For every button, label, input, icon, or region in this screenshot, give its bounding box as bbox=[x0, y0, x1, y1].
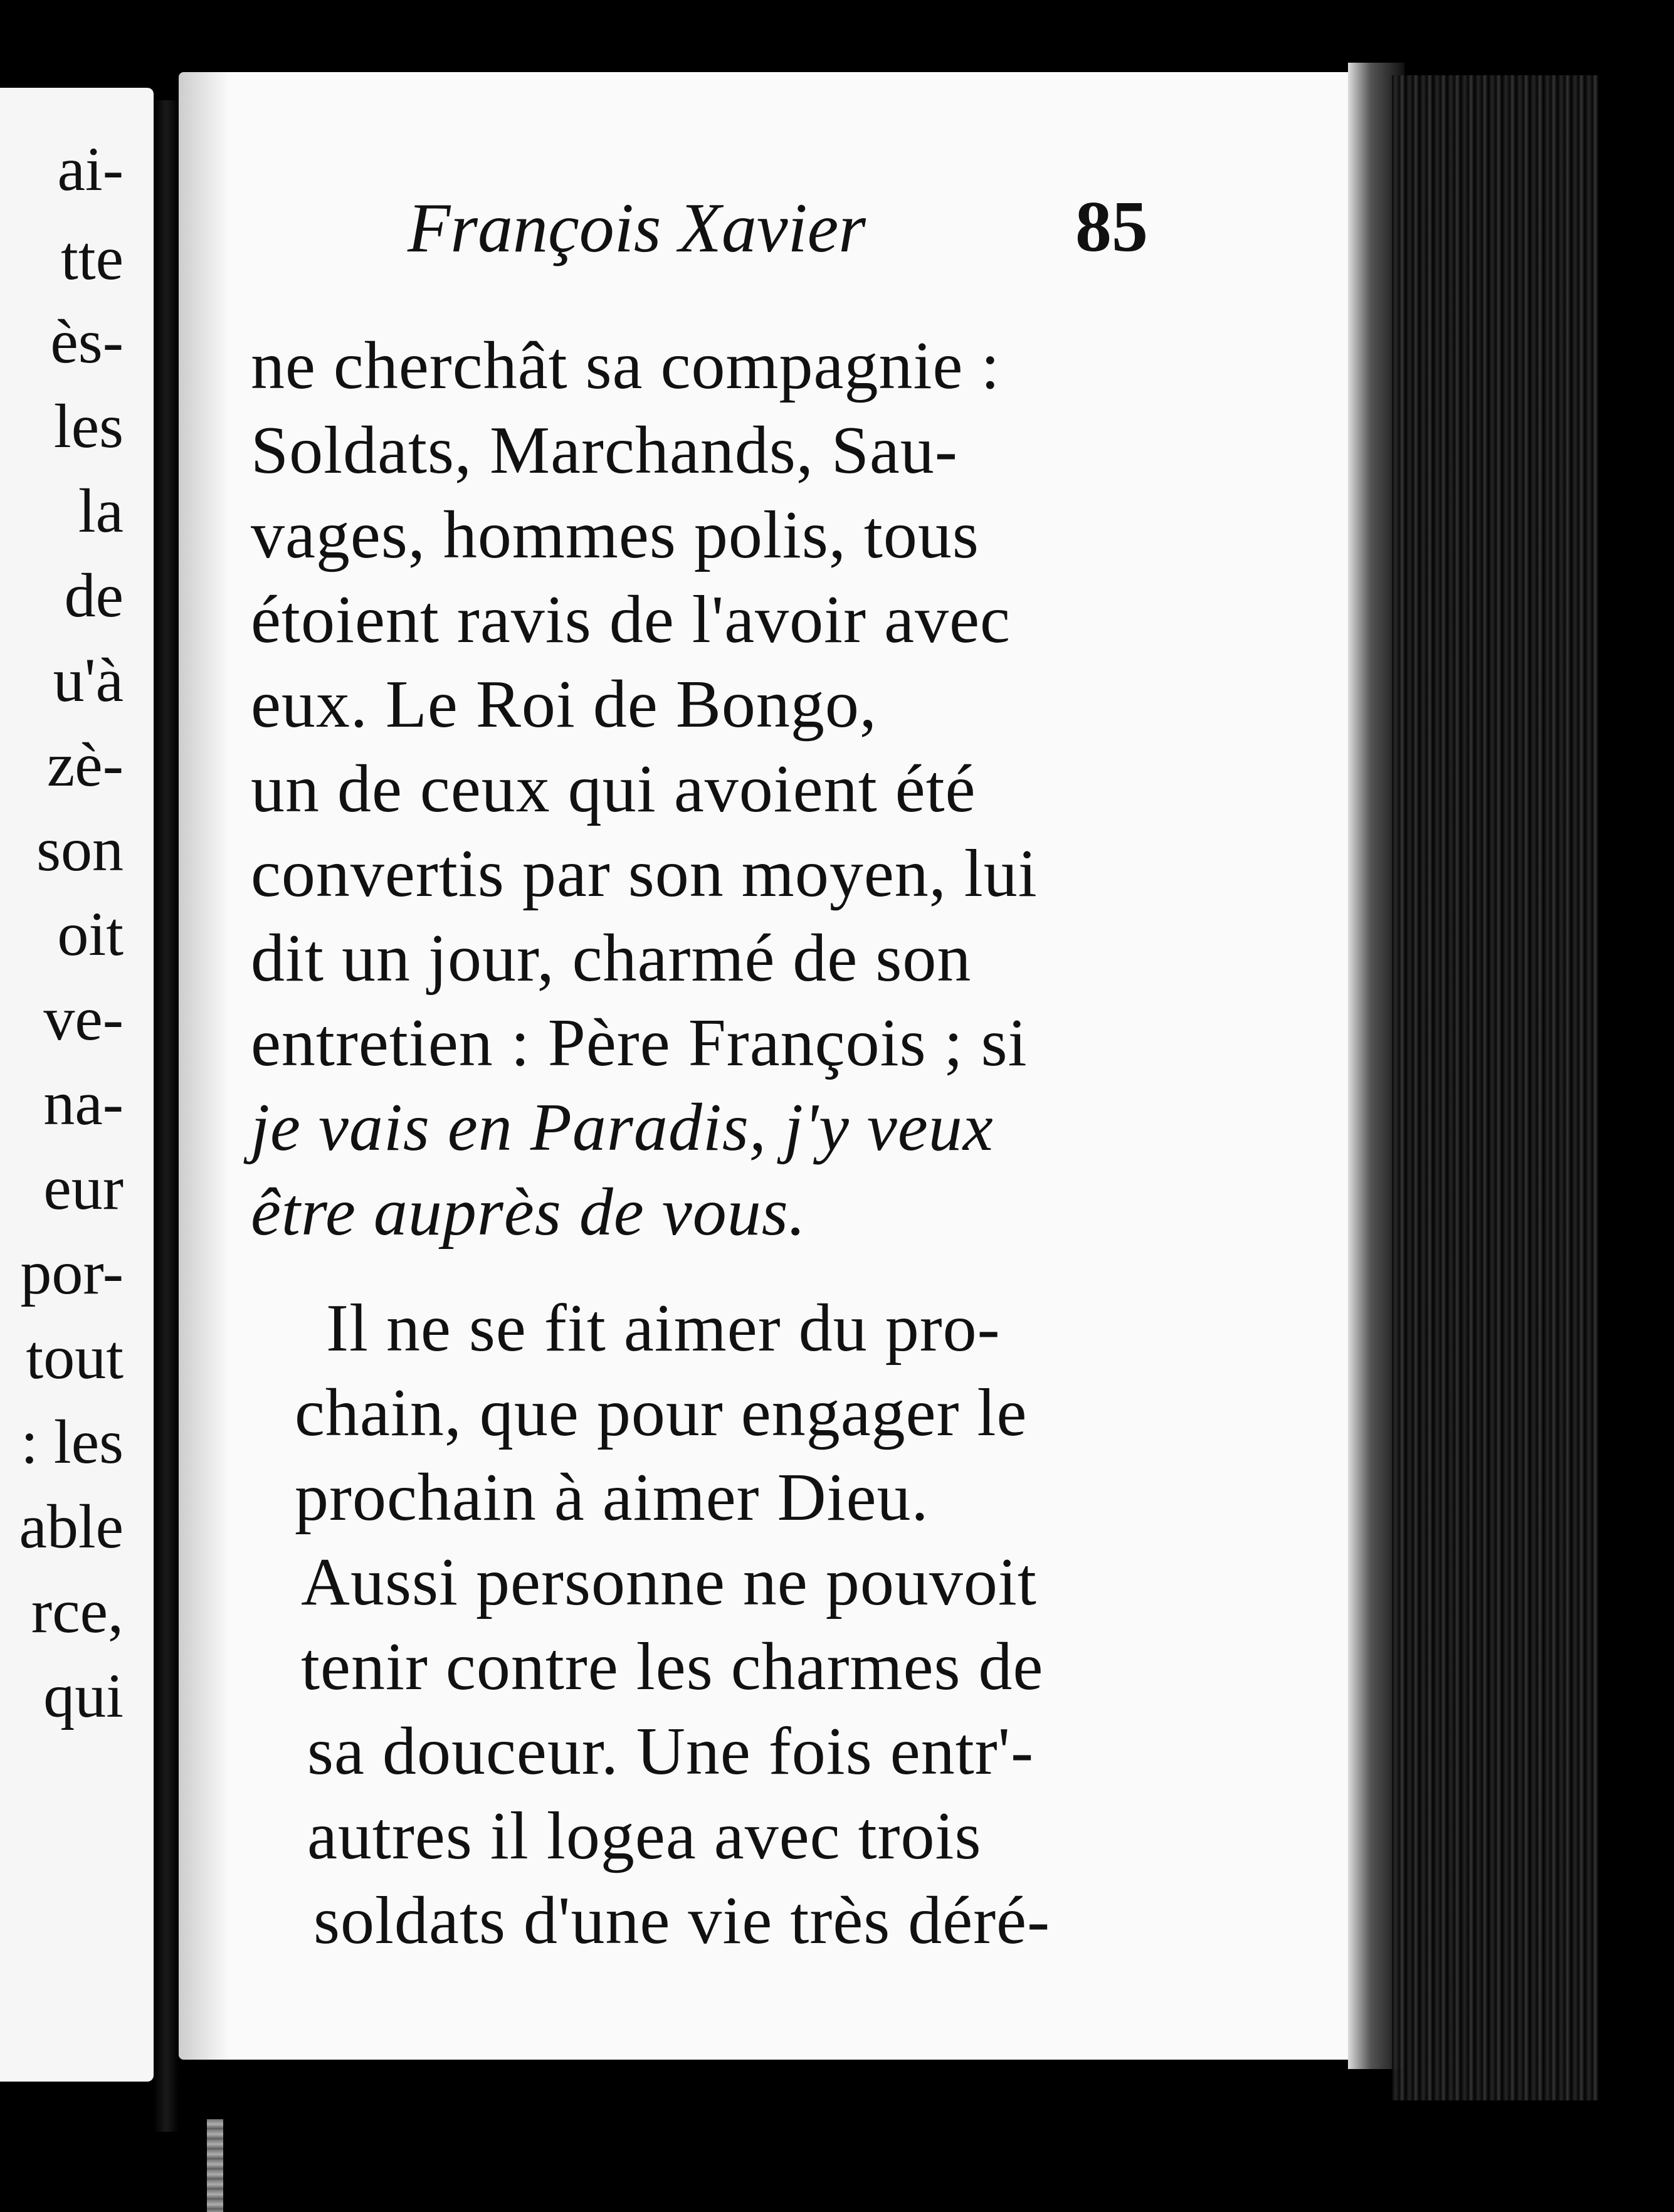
text-line: un de ceux qui avoient été bbox=[251, 752, 976, 826]
page-header bbox=[226, 188, 1166, 276]
left-page-line: de bbox=[64, 561, 124, 630]
left-page-line: ès- bbox=[50, 307, 124, 376]
left-page-line: por- bbox=[20, 1238, 124, 1307]
left-page-line: la bbox=[78, 476, 124, 545]
left-page-line: ve- bbox=[43, 984, 124, 1053]
left-page-line: zè- bbox=[46, 730, 124, 799]
text-line: Aussi personne ne pouvoit bbox=[301, 1545, 1037, 1620]
text-line: dit un jour, charmé de son bbox=[251, 921, 972, 996]
bookmark-ribbon bbox=[207, 2119, 223, 2212]
left-page-line: able bbox=[19, 1492, 124, 1561]
text-line: chain, que pour engager le bbox=[295, 1376, 1028, 1450]
left-page-line: eur bbox=[43, 1153, 124, 1223]
running-title: François Xavier bbox=[408, 189, 866, 267]
book-gutter bbox=[154, 100, 179, 2132]
left-page-line: qui bbox=[43, 1661, 124, 1730]
page-number: 85 bbox=[1075, 187, 1148, 267]
text-line: ne cherchât sa compagnie : bbox=[251, 329, 1001, 403]
text-line: vages, hommes polis, tous bbox=[251, 498, 979, 572]
text-line: convertis par son moyen, lui bbox=[251, 836, 1038, 911]
text-line: étoient ravis de l'avoir avec bbox=[251, 582, 1011, 657]
paragraph-start-line: Il ne se fit aimer du pro- bbox=[326, 1291, 1001, 1366]
left-page-line: : les bbox=[21, 1407, 124, 1477]
left-page-line: tout bbox=[26, 1322, 124, 1392]
text-line: eux. Le Roi de Bongo, bbox=[251, 667, 877, 742]
text-line: prochain à aimer Dieu. bbox=[295, 1460, 929, 1535]
text-line: tenir contre les charmes de bbox=[301, 1630, 1044, 1704]
page-shadow bbox=[179, 72, 229, 2060]
book-page-edges bbox=[1392, 75, 1599, 2100]
left-page-line: na- bbox=[43, 1068, 124, 1138]
left-page-line: rce, bbox=[31, 1576, 124, 1646]
text-line: soldats d'une vie très déré- bbox=[313, 1883, 1051, 1958]
left-page-line: les bbox=[53, 391, 124, 461]
left-page-line: u'à bbox=[53, 645, 124, 715]
text-line: je vais en Paradis, j'y veux bbox=[251, 1090, 994, 1165]
left-page-line: ai- bbox=[57, 134, 124, 204]
text-line: entretien : Père François ; si bbox=[251, 1006, 1028, 1080]
text-line: sa douceur. Une fois entr'- bbox=[307, 1714, 1034, 1789]
left-facing-page bbox=[0, 88, 154, 2082]
text-line: autres il logea avec trois bbox=[307, 1799, 982, 1873]
left-page-line: oit bbox=[57, 899, 124, 969]
left-page-line: son bbox=[36, 814, 124, 884]
text-line: être auprès de vous. bbox=[251, 1175, 806, 1250]
text-line: Soldats, Marchands, Sau- bbox=[251, 413, 958, 488]
left-page-line: tte bbox=[61, 223, 124, 293]
